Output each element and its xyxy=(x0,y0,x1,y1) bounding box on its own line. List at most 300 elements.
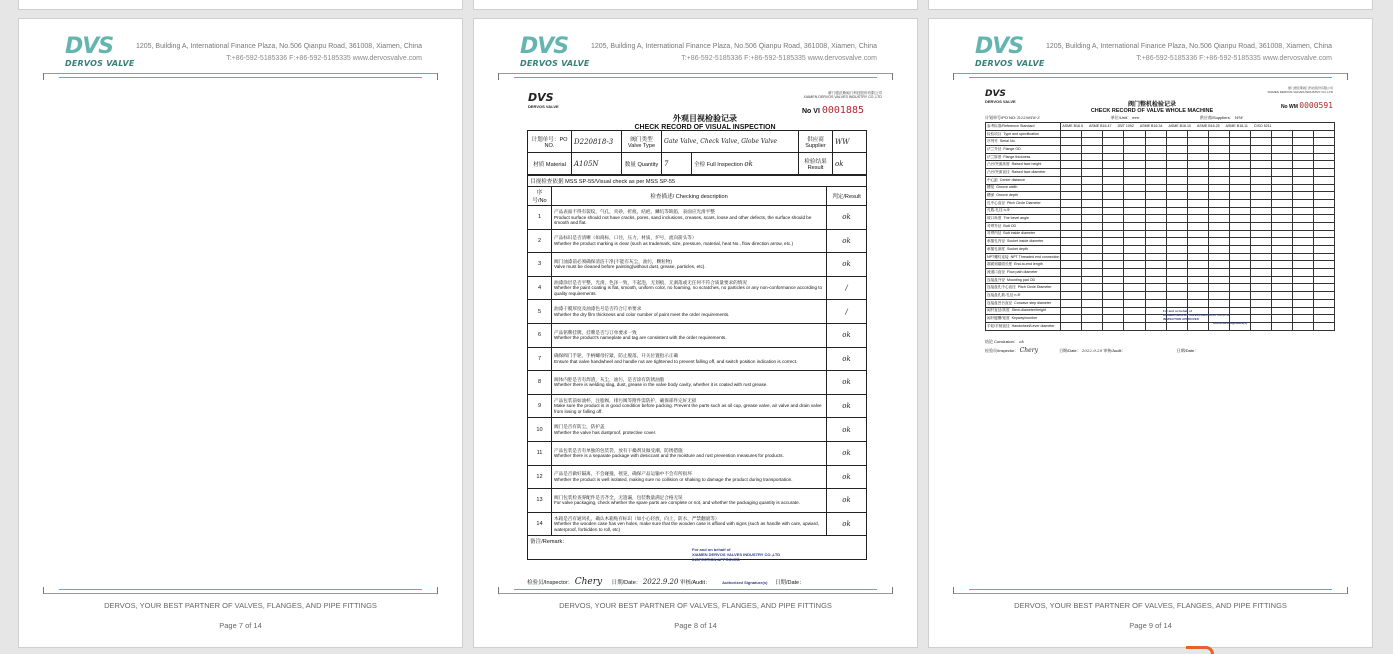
item-description-en: Whether the product marking is clear (such as trademark, size, pressure, material, heat No., flow direction arrow, etc.) xyxy=(554,240,793,246)
value-cell xyxy=(1061,222,1082,230)
value-cell xyxy=(1145,199,1166,207)
value-cell xyxy=(1292,138,1313,146)
value-cell xyxy=(1250,169,1271,177)
value-cell xyxy=(1250,322,1271,330)
row-label: 坡口角度 The bevel angle xyxy=(986,215,1061,223)
value-cell xyxy=(1187,207,1208,215)
table-row xyxy=(986,292,1335,300)
value-cell xyxy=(1103,130,1124,138)
value-cell xyxy=(1082,176,1103,184)
item-description xyxy=(552,229,827,253)
value-cell xyxy=(1166,292,1187,300)
previous-page-edge xyxy=(18,0,463,10)
doc-number: No VI 0001885 xyxy=(802,105,864,116)
value-cell xyxy=(1250,276,1271,284)
item-description-cn: 阀门包装检查零配件是否齐全，无遗漏，包装数量满足合格无误 xyxy=(554,495,683,501)
value-cell xyxy=(1082,130,1103,138)
value-cell xyxy=(1250,215,1271,223)
value-cell xyxy=(1103,207,1124,215)
reference-standard: JB/T 1092 xyxy=(1117,124,1134,129)
footer-tagline: DERVOS, YOUR BEST PARTNER OF VALVES, FLANGES, AND PIPE FITTINGS xyxy=(559,601,832,610)
value-cell xyxy=(1166,261,1187,269)
item-description-en: Whether there is welding slag, dust, grease in the valve body cavity, whether it is coated with rust grease. xyxy=(554,382,768,388)
reference-standard: ASME B16.5 xyxy=(1062,124,1083,129)
value-cell xyxy=(1145,146,1166,154)
value-cell xyxy=(1313,176,1334,184)
value-cell xyxy=(1229,261,1250,269)
page-number: Page 9 of 14 xyxy=(1129,621,1172,630)
table-row xyxy=(986,169,1335,177)
value-cell xyxy=(1250,192,1271,200)
value-cell xyxy=(1187,269,1208,277)
value-cell xyxy=(1250,315,1271,323)
value-cell xyxy=(1187,176,1208,184)
table-row xyxy=(528,300,867,324)
page-9 xyxy=(928,18,1373,648)
table-row xyxy=(986,315,1335,323)
value-cell xyxy=(1124,138,1145,146)
visual-inspection-record xyxy=(524,89,886,594)
item-description-cn: 产品标识是否清晰（如商标，口径，压力，材质，炉号，流向箭头等） xyxy=(554,235,697,241)
item-number: 6 xyxy=(528,323,552,347)
value-cell xyxy=(1271,199,1292,207)
value-cell xyxy=(1145,299,1166,307)
value-cell xyxy=(1166,215,1187,223)
value-cell xyxy=(1124,169,1145,177)
value-cell xyxy=(1166,284,1187,292)
value-cell xyxy=(1313,138,1334,146)
row-label: 中心距 Center distance xyxy=(986,176,1061,184)
company-address: 1205, Building A, International Finance Plaza, No.506 Qianpu Road, 361008, Xiamen, China T:+86-592-5185336 F:+86-592-5185335 www.dervosvalve.com xyxy=(1045,43,1332,62)
value-cell xyxy=(1292,199,1313,207)
value-cell xyxy=(1061,230,1082,238)
reference-standard: ASME B16.25 xyxy=(1197,124,1220,129)
value-cell xyxy=(1124,153,1145,161)
value-cell xyxy=(1250,253,1271,261)
table-row xyxy=(986,261,1335,269)
value-cell xyxy=(1187,253,1208,261)
table-row xyxy=(528,276,867,300)
value-cell xyxy=(1145,276,1166,284)
value-cell xyxy=(1103,176,1124,184)
value-cell xyxy=(1229,199,1250,207)
value-cell xyxy=(1124,315,1145,323)
item-number: 4 xyxy=(528,276,552,300)
value-cell xyxy=(1313,153,1334,161)
value-cell xyxy=(1229,192,1250,200)
row-label: 检验项目 Type and specification xyxy=(986,130,1061,138)
item-result: ok xyxy=(827,441,867,465)
value-cell xyxy=(1292,307,1313,315)
value-cell xyxy=(1103,315,1124,323)
value-cell xyxy=(1229,153,1250,161)
value-cell xyxy=(1082,146,1103,154)
value-cell xyxy=(1166,153,1187,161)
value-cell xyxy=(1187,261,1208,269)
value-cell xyxy=(1061,161,1082,169)
value-cell xyxy=(1061,207,1082,215)
value-cell xyxy=(1208,138,1229,146)
value-cell xyxy=(1250,307,1271,315)
table-row xyxy=(986,207,1335,215)
value-cell xyxy=(1124,199,1145,207)
value-cell xyxy=(1229,284,1250,292)
company-address: 1205, Building A, International Finance Plaza, No.506 Qianpu Road, 361008, Xiamen, China T:+86-592-5185336 F:+86-592-5185335 www.dervosvalve.com xyxy=(135,43,422,62)
value-cell xyxy=(1061,169,1082,177)
item-description xyxy=(552,276,827,300)
value-cell xyxy=(1145,138,1166,146)
value-cell xyxy=(1313,192,1334,200)
table-row xyxy=(986,246,1335,254)
value-cell xyxy=(1292,292,1313,300)
item-description-cn: 油漆涂层是否平整，光滑，色泽一致，不起泡，无划痕，无剥落或无任何不符合质量要求的情况 xyxy=(554,279,747,285)
value-cell xyxy=(1271,315,1292,323)
item-result: ok xyxy=(827,512,867,536)
value-cell xyxy=(1271,284,1292,292)
value-cell xyxy=(1292,169,1313,177)
item-description-en: Product surface should not have cracks, pores, sand inclusions, creases, scars, loose and other defects, the surface should be smooth and flat. xyxy=(554,214,812,225)
table-row xyxy=(986,176,1335,184)
value-cell xyxy=(1208,146,1229,154)
value-cell xyxy=(1250,176,1271,184)
row-label: 对焊外径 Butt OD xyxy=(986,222,1061,230)
value-cell xyxy=(1166,169,1187,177)
value-cell xyxy=(1208,184,1229,192)
value-cell xyxy=(1082,284,1103,292)
value-cell xyxy=(1166,184,1187,192)
previous-page-edge xyxy=(473,0,918,10)
table-row xyxy=(528,371,867,395)
value-cell xyxy=(1124,253,1145,261)
value-cell xyxy=(1208,199,1229,207)
value-cell xyxy=(1229,276,1250,284)
item-description xyxy=(552,206,827,230)
value-cell xyxy=(1166,222,1187,230)
value-cell xyxy=(1103,238,1124,246)
value-cell xyxy=(1124,161,1145,169)
value-cell xyxy=(1250,284,1271,292)
doc-logo: DVS DERVOS VALVE xyxy=(985,89,1016,104)
value-cell xyxy=(1313,261,1334,269)
value-cell xyxy=(1103,215,1124,223)
value-cell xyxy=(1292,299,1313,307)
value-cell xyxy=(1271,322,1292,330)
value-cell xyxy=(1061,322,1082,330)
item-description-en: Make sure the product is in good condition before packing. Prevent the parts such as oil cup, grease valve, air valve and drain valve from losing or falling off. xyxy=(554,403,822,414)
item-result: ok xyxy=(827,394,867,418)
table-row xyxy=(986,284,1335,292)
table-row xyxy=(986,253,1335,261)
table-row xyxy=(986,269,1335,277)
value-cell xyxy=(1187,222,1208,230)
footer-tagline: DERVOS, YOUR BEST PARTNER OF VALVES, FLANGES, AND PIPE FITTINGS xyxy=(104,601,377,610)
value-cell xyxy=(1103,246,1124,254)
page-footer xyxy=(474,587,917,647)
value-cell xyxy=(1166,146,1187,154)
value-cell xyxy=(1061,138,1082,146)
value-cell xyxy=(1250,207,1271,215)
company-logo: DVS DERVOS VALVE xyxy=(520,34,590,68)
value-cell xyxy=(1082,238,1103,246)
value-cell xyxy=(1292,322,1313,330)
value-cell xyxy=(1250,222,1271,230)
row-label: 孔数-孔径 n-Φ xyxy=(986,207,1061,215)
table-row xyxy=(528,229,867,253)
value-cell xyxy=(1208,207,1229,215)
item-description-cn: 木箱是否有通风孔，确认木箱贴有标识（如小心轻放，向上，防水，严禁翻滚等） xyxy=(554,515,720,521)
row-label: 对焊内径 Butt inside diameter xyxy=(986,230,1061,238)
value-cell xyxy=(1229,230,1250,238)
previous-page-edge xyxy=(928,0,1373,10)
table-row xyxy=(528,347,867,371)
value-cell xyxy=(1166,138,1187,146)
value-cell xyxy=(1187,192,1208,200)
item-result: ok xyxy=(827,489,867,513)
reference-standard: ASME B16.10 xyxy=(1168,124,1192,129)
value-cell xyxy=(1124,176,1145,184)
value-cell xyxy=(1208,276,1229,284)
value-cell xyxy=(1061,292,1082,300)
value-cell xyxy=(1061,153,1082,161)
whole-machine-table: 参考标准/Reference Standard ASME B16.5 ASME B16.47 JB/T 1092 ASME B16.34 ASME B16.10 ASME B16.25 ASME B16.11 CISO 5211 检验项目 Type and specification 序列号 Serial No. 法兰外径 Flange OD 法兰厚度 Flange thickness 凸台/突面高度 Raised face height 凸台/突面直径 Raised face diameter 中心距 Center distance 槽宽 Groove width 槽深 Groove depth 孔中心直径 Pitch Circle Diameter 孔数-孔径 n-Φ 坡口角度 The bevel angle 对焊外径 Butt OD 对焊内径 Butt inside diameter 承插孔内径 Socket inside diameter 承插孔深度 Socket depth NPT螺纹连接 NPT Threaded end connection 端面到端面长度 End-to-end length 流道口直径 Flow path diameter 连接盘外径 Mounting pad OD 连接盘孔中心直径 Pitch Circle Diameter 连接盘孔数-孔径 n-Φ 连接盘凹台直径 Concave step diameter 阀杆直径/高度 Stem-diameter/height 阀杆键槽/宽度 Keyway/number 手轮/手柄直径 Handwheel/Lever diameter xyxy=(985,122,1335,331)
value-cell xyxy=(1082,222,1103,230)
row-label: 手轮/手柄直径 Handwheel/Lever diameter xyxy=(986,322,1061,330)
doc-company: 厦门德沃斯阀门科技股份有限公司 XIAMEN DERVOS VALVES INDUSTRY CO.,LTD xyxy=(803,91,882,100)
value-cell xyxy=(1166,269,1187,277)
row-label: 阀杆键槽/宽度 Keyway/number xyxy=(986,315,1061,323)
conclusion-line: 结论 Conclusion： ok xyxy=(985,339,1024,344)
value-cell xyxy=(1103,253,1124,261)
value-cell xyxy=(1229,169,1250,177)
item-description xyxy=(552,418,827,442)
value-cell xyxy=(1166,199,1187,207)
value-cell xyxy=(1292,253,1313,261)
value-cell xyxy=(1292,246,1313,254)
value-cell xyxy=(1229,222,1250,230)
value-cell xyxy=(1124,261,1145,269)
item-result: ok xyxy=(827,465,867,489)
item-number: 5 xyxy=(528,300,552,324)
value-cell xyxy=(1271,207,1292,215)
value-cell xyxy=(1145,192,1166,200)
value-cell xyxy=(1208,269,1229,277)
value-cell xyxy=(1061,146,1082,154)
value-cell xyxy=(1082,230,1103,238)
item-number: 3 xyxy=(528,253,552,277)
item-description-en: Whether the paint coating is flat, smooth, uniform color, no foaming, no scratches, no particles or any non-conformance according to quality requirements. xyxy=(554,285,823,296)
value-cell xyxy=(1292,284,1313,292)
item-number: 14 xyxy=(528,512,552,536)
value-cell xyxy=(1208,192,1229,200)
value-cell xyxy=(1145,161,1166,169)
value-cell xyxy=(1082,199,1103,207)
value-cell xyxy=(1103,199,1124,207)
page-number: Page 7 of 14 xyxy=(219,621,262,630)
cursor-annotation-mark xyxy=(1186,646,1214,654)
table-row xyxy=(528,323,867,347)
value-cell xyxy=(1229,207,1250,215)
item-result: ok xyxy=(827,206,867,230)
doc-number: No WM 0000591 xyxy=(1280,101,1333,110)
value-cell xyxy=(1061,261,1082,269)
value-cell xyxy=(1145,184,1166,192)
table-row xyxy=(986,322,1335,330)
value-cell xyxy=(1166,238,1187,246)
value-cell xyxy=(1187,238,1208,246)
table-row xyxy=(986,192,1335,200)
row-label: 槽深 Groove depth xyxy=(986,192,1061,200)
value-cell xyxy=(1166,246,1187,254)
value-cell xyxy=(1103,299,1124,307)
reference-standard: ASME B16.11 xyxy=(1225,124,1248,129)
value-cell xyxy=(1124,299,1145,307)
value-cell xyxy=(1187,169,1208,177)
value-cell xyxy=(1082,322,1103,330)
item-result: ok xyxy=(827,347,867,371)
value-cell xyxy=(1061,299,1082,307)
value-cell xyxy=(1250,261,1271,269)
value-cell xyxy=(1271,146,1292,154)
item-description-cn: 产品包装前如油杯，注脂阀，排污阀等附件需防护，确保部件完好无损 xyxy=(554,397,697,403)
value-cell xyxy=(1313,322,1334,330)
value-cell xyxy=(1061,130,1082,138)
value-cell xyxy=(1229,299,1250,307)
value-cell xyxy=(1250,130,1271,138)
doc-meta: 计划单号/PO NO: D220818-3 单位/Unit： mm 供应商/Suppliers： WW xyxy=(985,115,1244,120)
value-cell xyxy=(1103,138,1124,146)
item-description-en: Whether there is a separate package with desiccant and the moisture and rust prevention measures for products. xyxy=(554,453,784,459)
table-row xyxy=(986,215,1335,223)
table-row xyxy=(986,238,1335,246)
value-cell xyxy=(1292,184,1313,192)
value-cell xyxy=(1208,284,1229,292)
table-row xyxy=(986,299,1335,307)
value-cell xyxy=(1229,269,1250,277)
value-cell xyxy=(1124,322,1145,330)
value-cell xyxy=(1124,238,1145,246)
value-cell xyxy=(1292,230,1313,238)
value-cell xyxy=(1250,146,1271,154)
value-cell xyxy=(1313,299,1334,307)
row-label: 槽宽 Groove width xyxy=(986,184,1061,192)
value-cell xyxy=(1082,207,1103,215)
value-cell xyxy=(1124,130,1145,138)
value-cell xyxy=(1229,246,1250,254)
value-cell xyxy=(1061,307,1082,315)
value-cell xyxy=(1124,222,1145,230)
value-cell xyxy=(1082,138,1103,146)
item-description xyxy=(552,512,827,536)
table-row xyxy=(986,138,1335,146)
value-cell xyxy=(1082,315,1103,323)
table-row xyxy=(528,465,867,489)
value-cell xyxy=(1271,261,1292,269)
value-cell xyxy=(1166,161,1187,169)
item-result: ok xyxy=(827,418,867,442)
value-cell xyxy=(1145,176,1166,184)
value-cell xyxy=(1292,222,1313,230)
value-cell xyxy=(1061,199,1082,207)
table-row xyxy=(528,253,867,277)
value-cell xyxy=(1124,230,1145,238)
company-address: 1205, Building A, International Finance Plaza, No.506 Qianpu Road, 361008, Xiamen, China T:+86-592-5185336 F:+86-592-5185335 www.dervosvalve.com xyxy=(590,43,877,62)
value-cell xyxy=(1271,222,1292,230)
doc-title: 外观目视检验记录 CHECK RECORD OF VISUAL INSPECTION xyxy=(634,114,776,131)
item-number: 13 xyxy=(528,489,552,513)
value-cell xyxy=(1187,153,1208,161)
value-cell xyxy=(1103,261,1124,269)
value-cell xyxy=(1313,199,1334,207)
value-cell xyxy=(1271,246,1292,254)
item-result: ok xyxy=(827,229,867,253)
row-label: 凸台/突面直径 Raised face diameter xyxy=(986,169,1061,177)
value-cell xyxy=(1187,292,1208,300)
value-cell xyxy=(1313,246,1334,254)
row-label: 承插孔内径 Socket inside diameter xyxy=(986,238,1061,246)
value-cell xyxy=(1229,130,1250,138)
value-cell xyxy=(1313,269,1334,277)
value-cell xyxy=(1208,238,1229,246)
footer-tagline: DERVOS, YOUR BEST PARTNER OF VALVES, FLANGES, AND PIPE FITTINGS xyxy=(1014,601,1287,610)
value-cell xyxy=(1208,222,1229,230)
table-row xyxy=(986,307,1335,315)
value-cell xyxy=(1313,315,1334,323)
value-cell xyxy=(1292,276,1313,284)
value-cell xyxy=(1145,253,1166,261)
value-cell xyxy=(1187,130,1208,138)
value-cell xyxy=(1103,169,1124,177)
value-cell xyxy=(1082,269,1103,277)
value-cell xyxy=(1082,299,1103,307)
value-cell xyxy=(1187,184,1208,192)
value-cell xyxy=(1250,246,1271,254)
row-label: 连接盘孔数-孔径 n-Φ xyxy=(986,292,1061,300)
value-cell xyxy=(1187,138,1208,146)
item-description-en: For valve packaging, check whether the spare parts are complete or not, and whether the packaging quantity is accurate. xyxy=(554,500,800,506)
value-cell xyxy=(1229,238,1250,246)
value-cell xyxy=(1271,253,1292,261)
item-description xyxy=(552,371,827,395)
value-cell xyxy=(1103,276,1124,284)
table-row xyxy=(528,206,867,230)
item-description xyxy=(552,347,827,371)
item-number: 10 xyxy=(528,418,552,442)
item-result: ok xyxy=(827,323,867,347)
reference-standard: CISO 5211 xyxy=(1253,124,1272,129)
value-cell xyxy=(1271,184,1292,192)
value-cell xyxy=(1292,207,1313,215)
value-cell xyxy=(1292,130,1313,138)
value-cell xyxy=(1166,230,1187,238)
item-number: 9 xyxy=(528,394,552,418)
value-cell xyxy=(1145,230,1166,238)
value-cell xyxy=(1271,276,1292,284)
value-cell xyxy=(1271,161,1292,169)
value-cell xyxy=(1208,215,1229,223)
value-cell xyxy=(1124,184,1145,192)
value-cell xyxy=(1187,199,1208,207)
table-row xyxy=(528,418,867,442)
value-cell xyxy=(1082,276,1103,284)
value-cell xyxy=(1313,292,1334,300)
value-cell xyxy=(1292,161,1313,169)
value-cell xyxy=(1292,238,1313,246)
item-description xyxy=(552,441,827,465)
value-cell xyxy=(1208,169,1229,177)
value-cell xyxy=(1208,176,1229,184)
page-number: Page 8 of 14 xyxy=(674,621,717,630)
value-cell xyxy=(1061,276,1082,284)
